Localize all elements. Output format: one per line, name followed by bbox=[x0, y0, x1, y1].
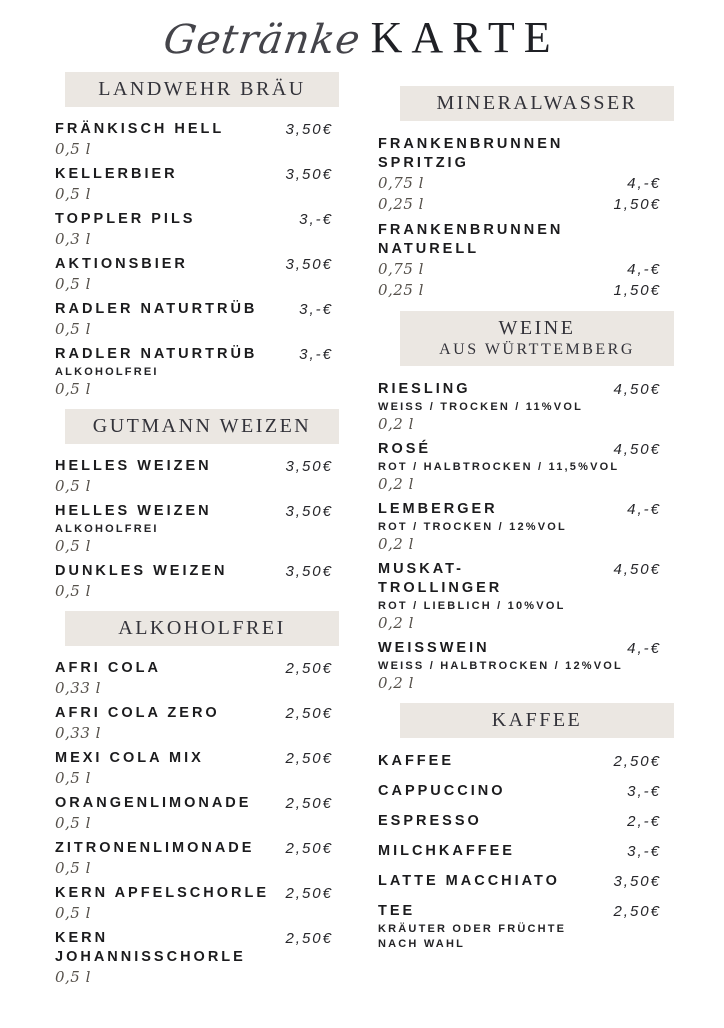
item-name bbox=[55, 929, 277, 967]
item-volume: 0,2 l bbox=[378, 475, 414, 493]
menu-item bbox=[378, 902, 674, 951]
item-name bbox=[55, 839, 277, 858]
item-name-line: FRANKENBRUNNEN bbox=[378, 222, 564, 238]
menu-section bbox=[55, 409, 341, 601]
item-name-line: KERN APFELSCHORLE bbox=[55, 885, 269, 901]
menu-item bbox=[378, 221, 674, 301]
section-header-label: LANDWEHR BRÄU bbox=[98, 78, 306, 100]
item-row bbox=[55, 120, 341, 139]
menu-item bbox=[55, 457, 341, 496]
section-header-label: WEINE bbox=[498, 317, 576, 339]
variant-row bbox=[378, 194, 674, 215]
item-row bbox=[378, 812, 674, 831]
item-row bbox=[55, 457, 341, 476]
item-name-line: FRÄNKISCH HELL bbox=[55, 121, 225, 137]
drinks-menu-page bbox=[0, 4, 724, 1028]
item-name-line: RADLER NATURTRÜB bbox=[55, 301, 258, 317]
item-price: 2,50€ bbox=[285, 750, 333, 767]
item-name-line: AKTIONSBIER bbox=[55, 256, 188, 272]
item-row bbox=[55, 502, 341, 521]
item-row bbox=[378, 560, 674, 598]
menu-item bbox=[378, 135, 674, 215]
item-name bbox=[55, 502, 277, 521]
item-name-line: KELLERBIER bbox=[55, 166, 178, 182]
item-volume: 0,5 l bbox=[55, 582, 91, 600]
menu-item bbox=[55, 704, 341, 743]
variant-price: 4,-€ bbox=[627, 175, 661, 192]
menu-item bbox=[55, 255, 341, 294]
item-volume: 0,3 l bbox=[55, 230, 91, 248]
item-price: 3,-€ bbox=[627, 843, 661, 860]
item-row bbox=[378, 500, 674, 519]
item-subtext-line: ROT / LIEBLICH / 10%VOL bbox=[378, 600, 566, 612]
item-name bbox=[55, 210, 291, 229]
item-price: 4,50€ bbox=[613, 441, 661, 458]
section-header bbox=[400, 86, 674, 121]
item-name-line: NATURELL bbox=[378, 241, 480, 257]
item-volume: 0,2 l bbox=[378, 535, 414, 553]
item-name bbox=[378, 782, 619, 801]
item-price: 3,50€ bbox=[285, 166, 333, 183]
item-name bbox=[378, 221, 661, 259]
item-volume: 0,5 l bbox=[55, 968, 91, 986]
menu-item bbox=[378, 560, 674, 633]
item-price: 3,50€ bbox=[285, 503, 333, 520]
variant-row bbox=[378, 280, 674, 301]
item-row bbox=[55, 929, 341, 967]
item-name-line: HELLES WEIZEN bbox=[55, 458, 212, 474]
item-name bbox=[55, 120, 277, 139]
item-name-line: MILCHKAFFEE bbox=[378, 843, 515, 859]
item-name bbox=[55, 884, 277, 903]
item-name bbox=[55, 562, 277, 581]
item-subtext-line: ROT / TROCKEN / 12%VOL bbox=[378, 521, 567, 533]
menu-item bbox=[55, 794, 341, 833]
variant-volume: 0,75 l bbox=[378, 260, 424, 278]
item-volume: 0,5 l bbox=[55, 769, 91, 787]
item-price: 2,50€ bbox=[613, 753, 661, 770]
section-header bbox=[65, 611, 339, 646]
variant-price: 1,50€ bbox=[613, 196, 661, 213]
item-row bbox=[378, 842, 674, 861]
item-volume: 0,5 l bbox=[55, 859, 91, 877]
item-row bbox=[55, 704, 341, 723]
section-subheader-label: AUS WÜRTTEMBERG bbox=[439, 341, 635, 358]
menu-item bbox=[55, 839, 341, 878]
item-name-line: LEMBERGER bbox=[378, 501, 498, 517]
item-row bbox=[55, 562, 341, 581]
item-subtext-line: WEISS / HALBTROCKEN / 12%VOL bbox=[378, 660, 623, 672]
item-name bbox=[378, 135, 661, 173]
menu-item bbox=[55, 165, 341, 204]
menu-item bbox=[378, 842, 674, 861]
item-price: 3,-€ bbox=[299, 346, 333, 363]
item-price: 3,-€ bbox=[627, 783, 661, 800]
menu-item bbox=[378, 380, 674, 434]
menu-item bbox=[378, 500, 674, 554]
item-subtext-line: ROT / HALBTROCKEN / 11,5%VOL bbox=[378, 461, 620, 473]
item-name-line: ESPRESSO bbox=[378, 813, 482, 829]
item-row bbox=[55, 749, 341, 768]
item-name bbox=[378, 812, 619, 831]
menu-item bbox=[378, 872, 674, 891]
item-row bbox=[378, 380, 674, 399]
item-name-line: HELLES WEIZEN bbox=[55, 503, 212, 519]
item-volume: 0,33 l bbox=[55, 724, 101, 742]
item-row bbox=[55, 884, 341, 903]
item-price: 2,-€ bbox=[627, 813, 661, 830]
item-volume: 0,5 l bbox=[55, 814, 91, 832]
item-name-line: WEISSWEIN bbox=[378, 640, 490, 656]
item-price: 3,50€ bbox=[285, 256, 333, 273]
menu-item bbox=[55, 502, 341, 556]
item-name-line: LATTE MACCHIATO bbox=[378, 873, 560, 889]
item-name bbox=[55, 704, 277, 723]
item-subtext-line: WEISS / TROCKEN / 11%VOL bbox=[378, 401, 583, 413]
item-price: 2,50€ bbox=[285, 795, 333, 812]
item-row bbox=[378, 639, 674, 658]
item-name-line: ZITRONENLIMONADE bbox=[55, 840, 255, 856]
item-row bbox=[378, 902, 674, 921]
item-name-line: FRANKENBRUNNEN bbox=[378, 136, 564, 152]
menu-item bbox=[55, 929, 341, 987]
section-header bbox=[65, 409, 339, 444]
menu-section bbox=[378, 703, 674, 951]
item-name-line: CAPPUCCINO bbox=[378, 783, 506, 799]
item-name bbox=[378, 500, 619, 519]
item-volume: 0,5 l bbox=[55, 537, 91, 555]
item-subtext-line: KRÄUTER ODER FRÜCHTE bbox=[378, 923, 567, 935]
item-price: 2,50€ bbox=[285, 660, 333, 677]
item-name bbox=[55, 255, 277, 274]
menu-section bbox=[55, 611, 341, 987]
item-row bbox=[55, 345, 341, 364]
item-volume: 0,5 l bbox=[55, 185, 91, 203]
menu-item bbox=[378, 440, 674, 494]
menu-columns bbox=[0, 70, 724, 997]
left-column bbox=[55, 70, 341, 997]
item-name-line: MUSKAT- bbox=[378, 561, 464, 577]
variant-volume: 0,75 l bbox=[378, 174, 424, 192]
item-name-line: AFRI COLA bbox=[55, 660, 161, 676]
item-volume: 0,2 l bbox=[378, 674, 414, 692]
item-name-line: TOPPLER PILS bbox=[55, 211, 196, 227]
item-name bbox=[55, 457, 277, 476]
menu-item bbox=[378, 812, 674, 831]
item-row bbox=[55, 165, 341, 184]
item-volume: 0,5 l bbox=[55, 275, 91, 293]
menu-item bbox=[55, 749, 341, 788]
item-price: 2,50€ bbox=[285, 705, 333, 722]
item-price: 2,50€ bbox=[285, 930, 333, 947]
menu-section bbox=[55, 72, 341, 399]
item-price: 3,50€ bbox=[613, 873, 661, 890]
item-name-line: KERN bbox=[55, 930, 109, 946]
menu-title bbox=[0, 4, 724, 70]
item-row bbox=[55, 210, 341, 229]
menu-item bbox=[378, 639, 674, 693]
item-name bbox=[378, 440, 605, 459]
item-volume: 0,5 l bbox=[55, 904, 91, 922]
item-name bbox=[55, 659, 277, 678]
menu-item bbox=[55, 659, 341, 698]
item-name-line: ROSÉ bbox=[378, 441, 432, 457]
variant-volume: 0,25 l bbox=[378, 195, 424, 213]
item-price: 3,50€ bbox=[285, 458, 333, 475]
item-name bbox=[55, 794, 277, 813]
item-subtext-line: NACH WAHL bbox=[378, 938, 466, 950]
item-name bbox=[378, 902, 605, 921]
item-name-line: SPRITZIG bbox=[378, 155, 469, 171]
item-price: 2,50€ bbox=[285, 840, 333, 857]
item-name-line: RADLER NATURTRÜB bbox=[55, 346, 258, 362]
menu-item bbox=[55, 300, 341, 339]
item-row bbox=[55, 659, 341, 678]
item-name bbox=[55, 300, 291, 319]
menu-item bbox=[55, 562, 341, 601]
variant-row bbox=[378, 173, 674, 194]
item-name-line: ORANGENLIMONADE bbox=[55, 795, 252, 811]
item-volume: 0,5 l bbox=[55, 140, 91, 158]
variant-row bbox=[378, 259, 674, 280]
item-name bbox=[378, 872, 605, 891]
item-price: 4,50€ bbox=[613, 561, 661, 578]
variant-price: 4,-€ bbox=[627, 261, 661, 278]
item-volume: 0,33 l bbox=[55, 679, 101, 697]
item-name-line: MEXI COLA MIX bbox=[55, 750, 204, 766]
item-volume: 0,5 l bbox=[55, 380, 91, 398]
menu-item bbox=[55, 210, 341, 249]
item-name-line: TROLLINGER bbox=[378, 580, 503, 596]
item-price: 3,50€ bbox=[285, 121, 333, 138]
title-script-word: Getränke bbox=[161, 17, 364, 63]
item-row bbox=[378, 782, 674, 801]
item-name-line: KAFFEE bbox=[378, 753, 454, 769]
right-column bbox=[378, 70, 674, 962]
menu-section bbox=[378, 311, 674, 693]
item-price: 4,-€ bbox=[627, 501, 661, 518]
item-name bbox=[55, 165, 277, 184]
item-price: 3,-€ bbox=[299, 301, 333, 318]
item-name bbox=[378, 639, 619, 658]
item-price: 2,50€ bbox=[285, 885, 333, 902]
item-subtext-line: ALKOHOLFREI bbox=[55, 523, 159, 535]
section-header-label: MINERALWASSER bbox=[436, 92, 638, 114]
item-price: 4,-€ bbox=[627, 640, 661, 657]
section-header bbox=[400, 703, 674, 738]
item-name-line: DUNKLES WEIZEN bbox=[55, 563, 228, 579]
title-main-word: KARTE bbox=[370, 12, 560, 62]
menu-item bbox=[55, 884, 341, 923]
item-row bbox=[378, 221, 674, 259]
item-row bbox=[378, 135, 674, 173]
item-name-line: RIESLING bbox=[378, 381, 471, 397]
menu-item bbox=[378, 752, 674, 771]
menu-section bbox=[378, 86, 674, 301]
item-price: 3,-€ bbox=[299, 211, 333, 228]
item-name bbox=[378, 842, 619, 861]
item-row bbox=[55, 300, 341, 319]
menu-item bbox=[55, 345, 341, 399]
item-name bbox=[55, 345, 291, 364]
item-name-line: TEE bbox=[378, 903, 416, 919]
item-volume: 0,2 l bbox=[378, 614, 414, 632]
section-header-label: KAFFEE bbox=[491, 709, 583, 731]
item-name bbox=[55, 749, 277, 768]
section-header bbox=[65, 72, 339, 107]
item-name bbox=[378, 560, 605, 598]
variant-volume: 0,25 l bbox=[378, 281, 424, 299]
section-header bbox=[400, 311, 674, 366]
item-row bbox=[378, 752, 674, 771]
item-row bbox=[378, 872, 674, 891]
item-price: 4,50€ bbox=[613, 381, 661, 398]
item-volume: 0,5 l bbox=[55, 320, 91, 338]
item-name-line: JOHANNISSCHORLE bbox=[55, 949, 246, 965]
section-header-label: ALKOHOLFREI bbox=[118, 617, 286, 639]
variant-price: 1,50€ bbox=[613, 282, 661, 299]
item-price: 2,50€ bbox=[613, 903, 661, 920]
item-row bbox=[55, 839, 341, 858]
menu-item bbox=[378, 782, 674, 801]
item-volume: 0,2 l bbox=[378, 415, 414, 433]
item-row bbox=[55, 794, 341, 813]
item-name-line: AFRI COLA ZERO bbox=[55, 705, 220, 721]
item-volume: 0,5 l bbox=[55, 477, 91, 495]
item-name bbox=[378, 752, 605, 771]
item-price: 3,50€ bbox=[285, 563, 333, 580]
item-name bbox=[378, 380, 605, 399]
section-header-label: GUTMANN WEIZEN bbox=[92, 415, 312, 437]
item-row bbox=[378, 440, 674, 459]
item-row bbox=[55, 255, 341, 274]
item-subtext-line: ALKOHOLFREI bbox=[55, 366, 159, 378]
menu-item bbox=[55, 120, 341, 159]
